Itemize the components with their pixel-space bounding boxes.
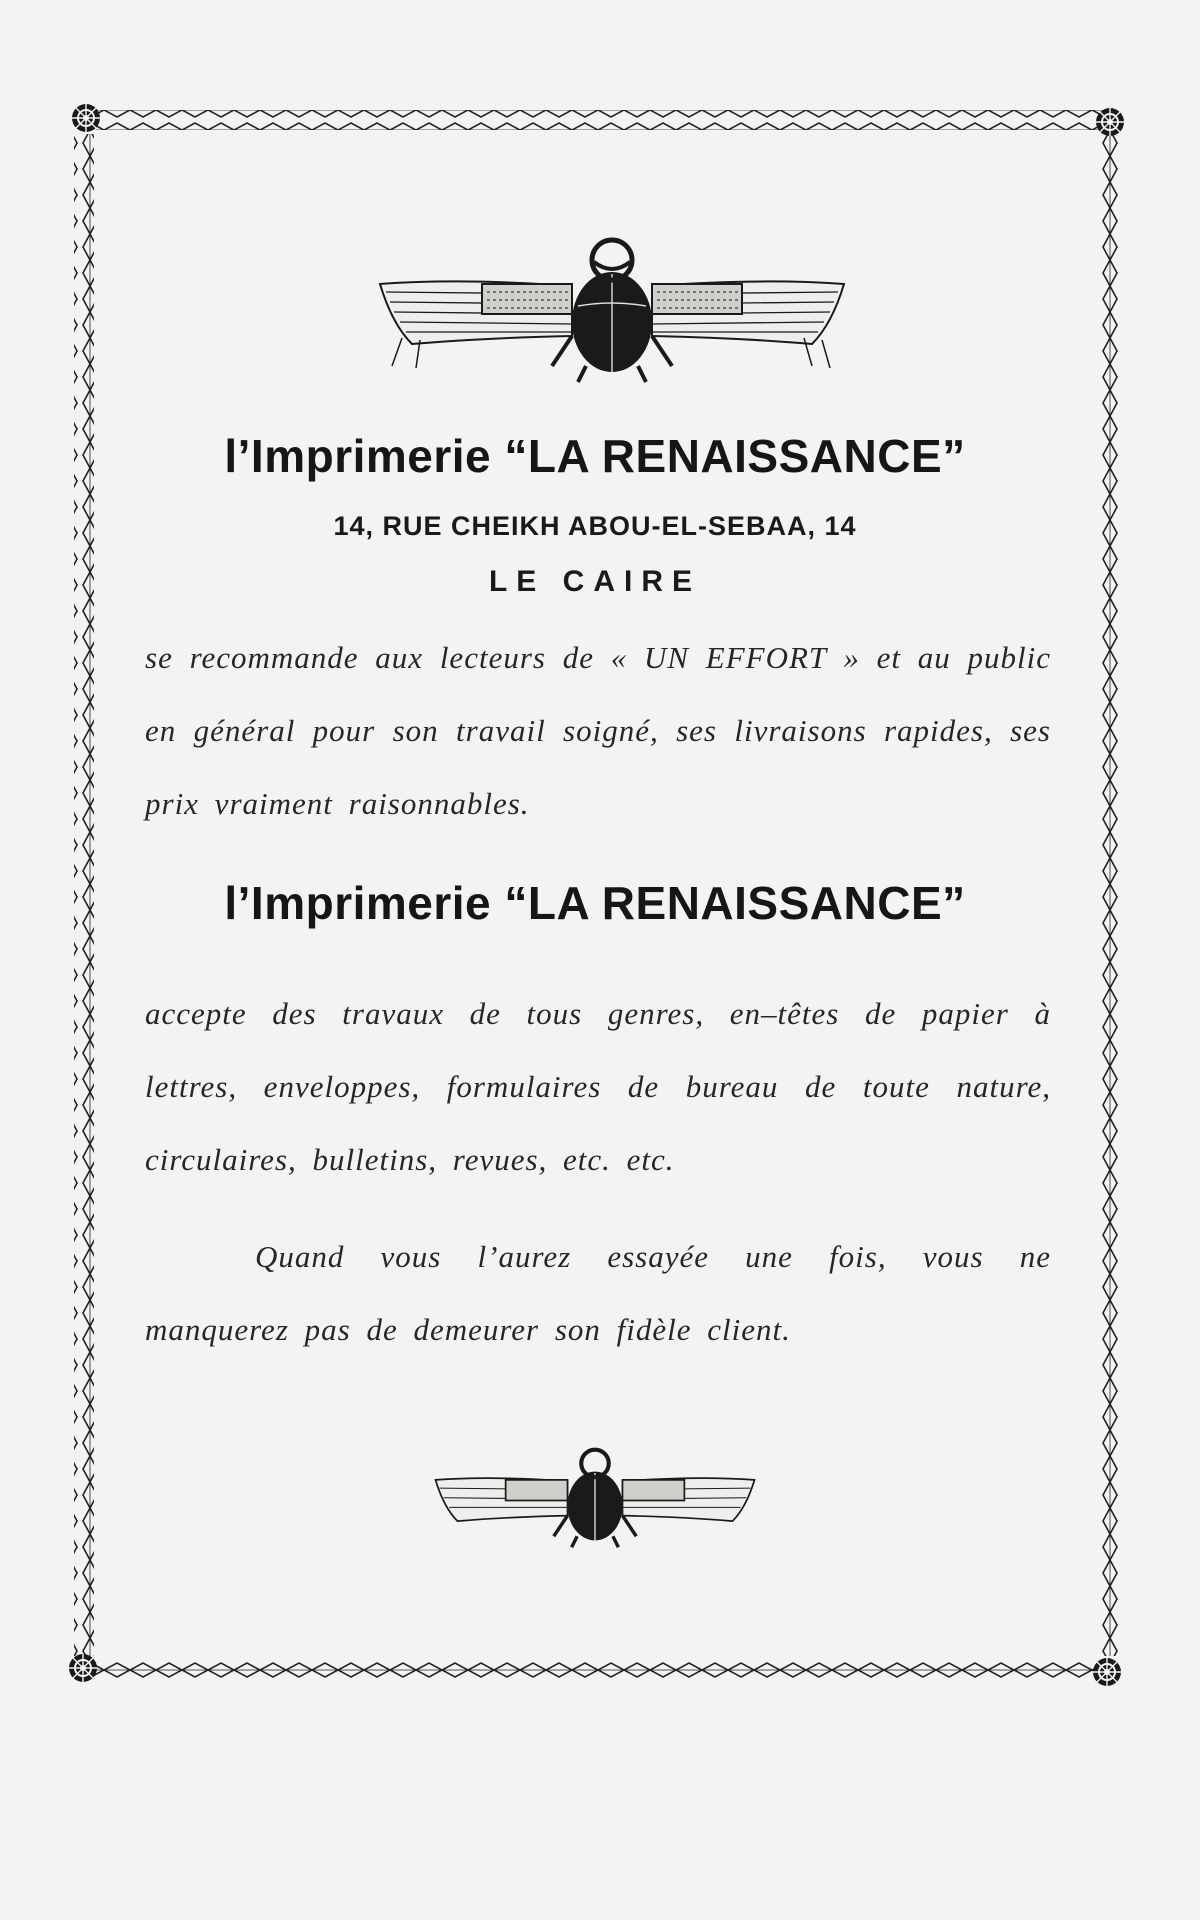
winged-scarab-bottom-icon <box>430 1440 760 1550</box>
corner-rosette-icon <box>69 1654 97 1682</box>
recommendation-paragraph: se recommande aux lecteurs de « UN EFFORT » et au public en général pour son travail soigné, ses livraisons rapides, ses prix vraiment raisonnables. <box>145 640 1051 821</box>
closing-paragraph: Quand vous l’aurez essayée une fois, vous ne manquerez pas de demeurer son fidèle client. <box>145 1239 1051 1347</box>
printer-name-heading-repeat: l’Imprimerie “LA RENAISSANCE” <box>224 877 966 929</box>
corner-rosette-icon <box>72 104 100 132</box>
services-paragraph: accepte des travaux de tous genres, en–têtes de papier à lettres, enveloppes, formulaires de bureau de toute nature, circulaires, bulletins, revues, etc. etc. <box>145 996 1051 1177</box>
border-right <box>1100 134 1120 1656</box>
winged-scarab-top-icon <box>372 226 852 386</box>
border-left <box>74 134 94 1656</box>
address-line: 14, RUE CHEIKH ABOU-EL-SEBAA, 14 <box>333 511 857 541</box>
printer-name-heading: l’Imprimerie “LA RENAISSANCE” <box>224 430 966 482</box>
city-line: LE CAIRE <box>488 565 701 598</box>
border-top <box>96 110 1106 130</box>
corner-rosette-icon <box>1096 108 1124 136</box>
corner-rosette-icon <box>1093 1658 1121 1686</box>
border-bottom <box>92 1662 1106 1682</box>
